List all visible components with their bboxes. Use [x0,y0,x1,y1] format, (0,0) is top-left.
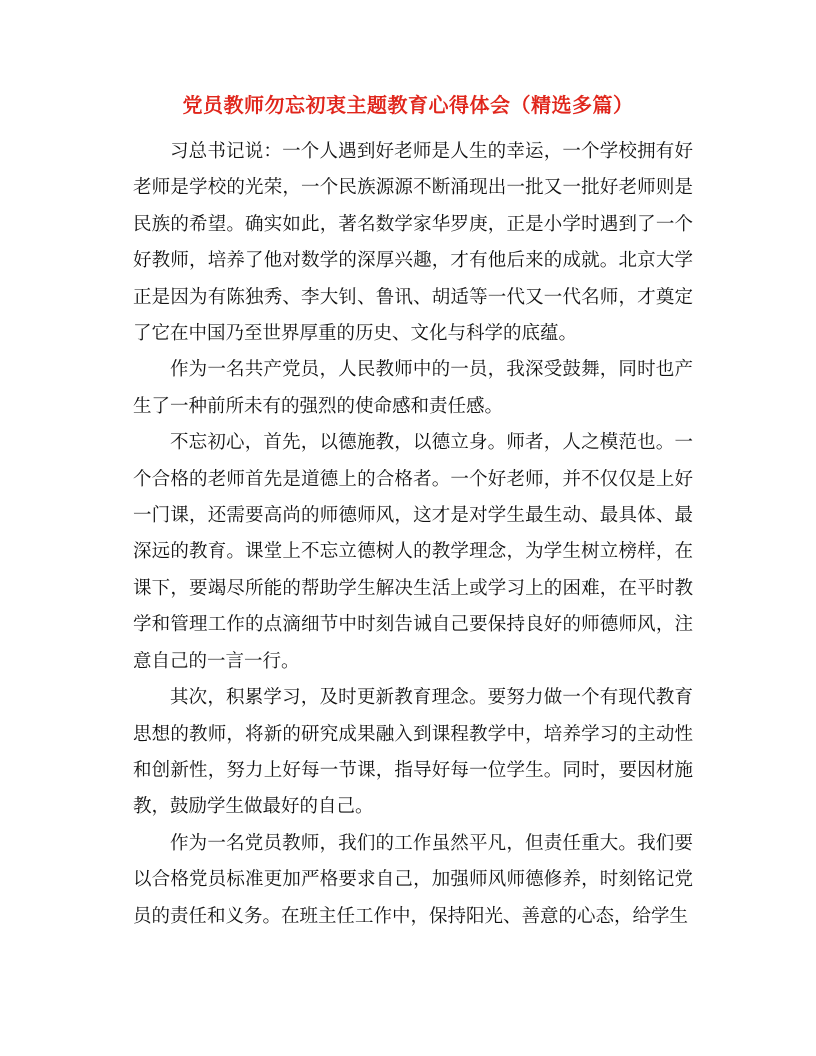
paragraph-5: 作为一名党员教师，我们的工作虽然平凡，但责任重大。我们要以合格党员标准更加严格要求自己，加强师风师德修养，时刻铭记党员的责任和义务。在班主任工作中，保持阳光、善意的心态，给学生 [133,832,693,927]
document-title: 党员教师勿忘初衷主题教育心得体会（精选多篇） [182,93,634,117]
paragraph-3: 不忘初心，首先，以德施教，以德立身。师者，人之模范也。一个合格的老师首先是道德上的合格者。一个好老师，并不仅仅是上好一门课，还需要高尚的师德师风，这才是对学生最生动、最具体、最深远的教育。课堂上不忘立德树人的教学理念，为学生树立榜样，在课下，要竭尽所能的帮助学生解决生活上或学习上的困难，在平时教学和管理工作的点滴细节中时刻告诫自己要保持良好的师德师风，注意自己的一言一行。 [133,432,693,672]
paragraph-4: 其次，积累学习，及时更新教育理念。要努力做一个有现代教育思想的教师，将新的研究成果融入到课程教学中，培养学习的主动性和创新性，努力上好每一节课，指导好每一位学生。同时，要因材施教，鼓励学生做最好的自己。 [133,687,693,818]
paragraph-1: 习总书记说：一个人遇到好老师是人生的幸运，一个学校拥有好老师是学校的光荣，一个民族源源不断涌现出一批又一批好老师则是民族的希望。确实如此，著名数学家华罗庚，正是小学时遇到了一个好教师，培养了他对数学的深厚兴趣，才有他后来的成就。北京大学正是因为有陈独秀、李大钊、鲁讯、胡适等一代又一代名师，才奠定了它在中国乃至世界厚重的历史、文化与科学的底蕴。 [133,141,693,345]
document-body [133,134,693,935]
paragraph-2: 作为一名共产党员，人民教师中的一员，我深受鼓舞，同时也产生了一种前所未有的强烈的使命感和责任感。 [133,359,693,417]
